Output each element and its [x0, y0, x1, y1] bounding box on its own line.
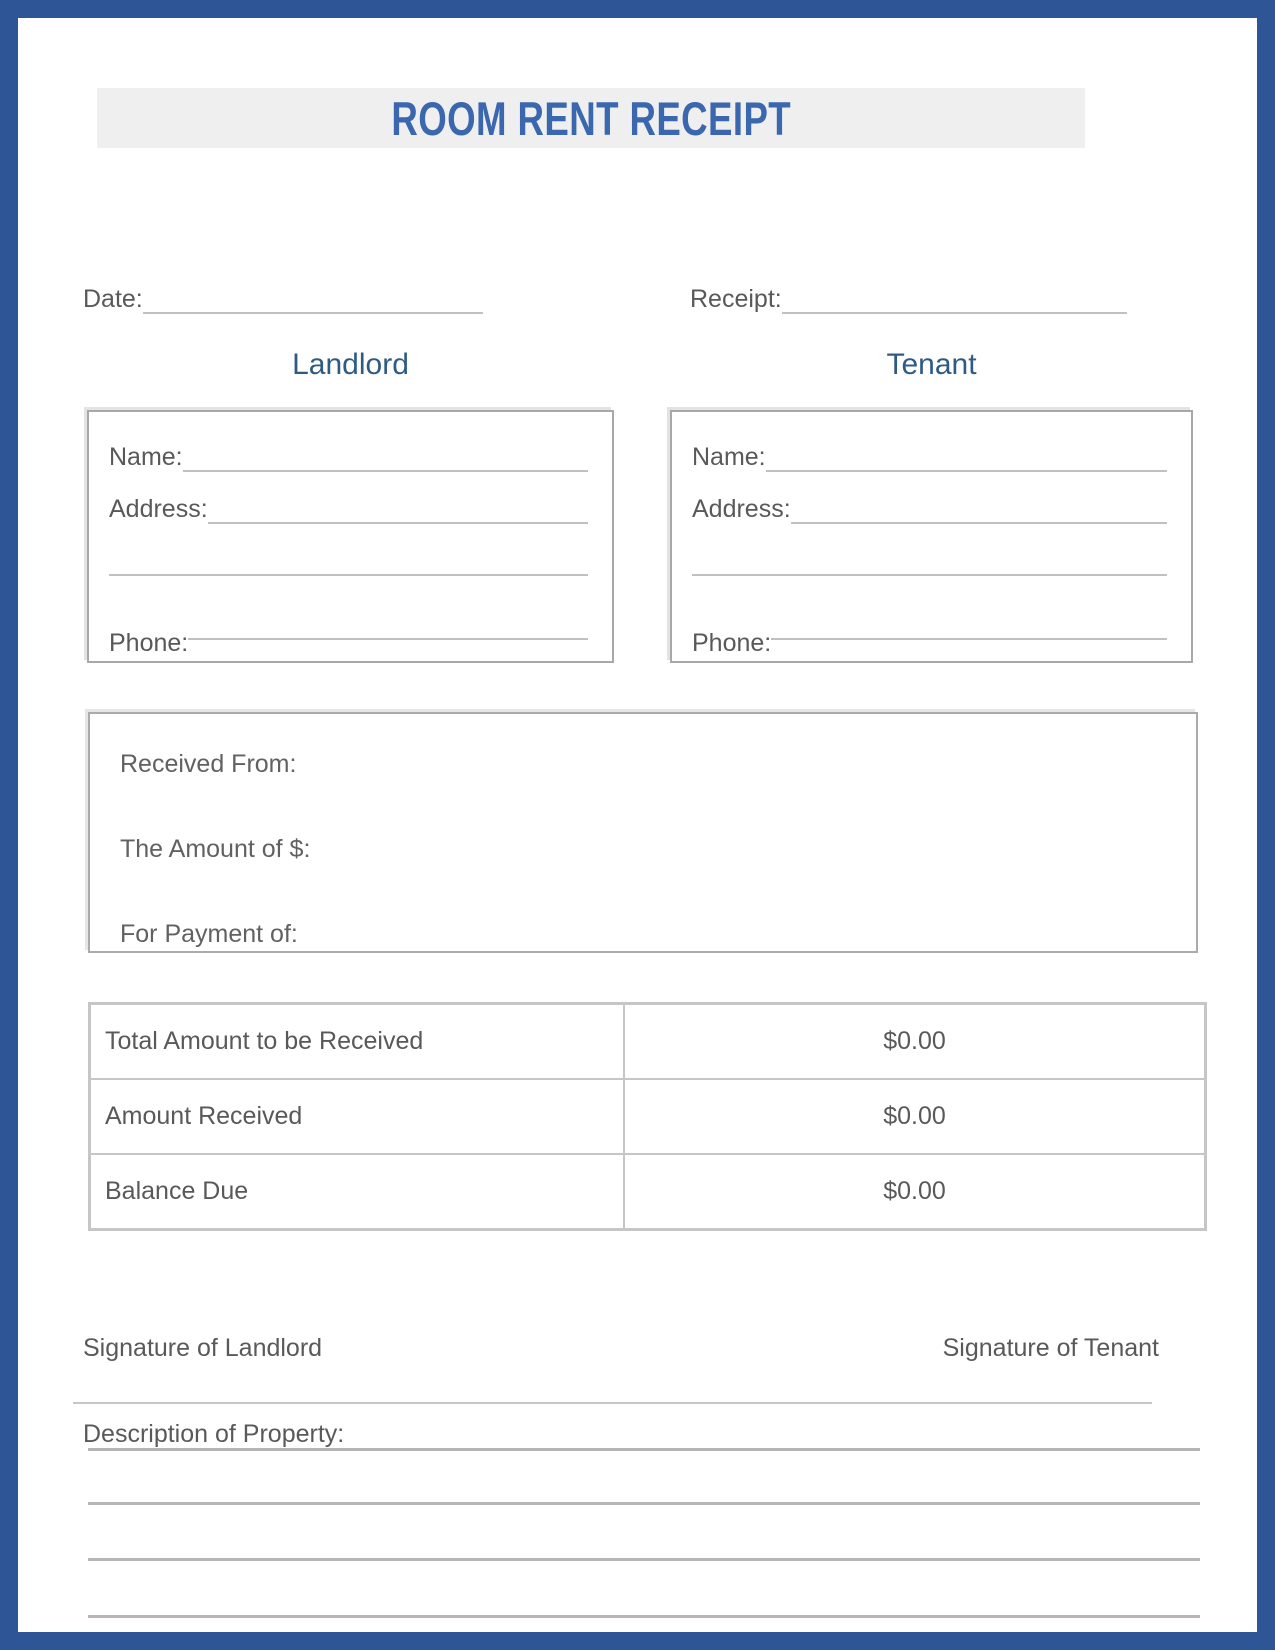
tenant-name-input-line[interactable] [766, 440, 1167, 472]
page-body [18, 18, 1257, 1632]
description-blank-line-3[interactable] [88, 1615, 1200, 1618]
landlord-phone-input-line[interactable] [188, 638, 588, 640]
description-blank-line-2[interactable] [88, 1558, 1200, 1561]
description-of-property-label: Description of Property: [83, 1420, 345, 1448]
landlord-name-label: Name: [109, 443, 183, 471]
date-field [83, 272, 483, 314]
receipt-number-input-line[interactable] [782, 270, 1127, 314]
signature-row [83, 1334, 1159, 1363]
tenant-box [670, 410, 1193, 663]
landlord-address-row-2 [109, 524, 588, 576]
tenant-phone-label: Phone: [692, 629, 772, 657]
description-blank-line-1[interactable] [88, 1502, 1200, 1505]
signature-of-landlord-label: Signature of Landlord [83, 1334, 323, 1362]
tenant-name-row [692, 420, 1167, 472]
signature-of-tenant-label: Signature of Tenant [942, 1334, 1159, 1362]
description-input-line[interactable] [88, 1448, 1200, 1451]
amounts-table [88, 1002, 1207, 1231]
landlord-heading: Landlord [292, 348, 409, 381]
receipt-field [690, 272, 1127, 314]
received-box [88, 712, 1198, 953]
tenant-heading: Tenant [886, 348, 977, 381]
payment-of-label: For Payment of: [120, 920, 298, 948]
landlord-address-input-line[interactable] [208, 492, 588, 524]
landlord-address-row [109, 472, 588, 524]
page-title: ROOM RENT RECEIPT [391, 91, 791, 145]
amounts-row-value-balance[interactable]: $0.00 [625, 1155, 1204, 1228]
tenant-address-row [692, 472, 1167, 524]
date-input-line[interactable] [143, 270, 483, 314]
amounts-row-label-received: Amount Received [91, 1080, 623, 1153]
amounts-row-label-balance: Balance Due [91, 1155, 623, 1228]
amounts-row-value-received[interactable]: $0.00 [625, 1080, 1204, 1153]
amount-of-label: The Amount of $: [120, 835, 311, 863]
landlord-address-label: Address: [109, 495, 208, 523]
amounts-row-label-total: Total Amount to be Received [91, 1005, 623, 1078]
receipt-number-label: Receipt: [690, 285, 782, 313]
landlord-phone-row [109, 610, 588, 658]
tenant-address-label: Address: [692, 495, 791, 523]
landlord-name-input-line[interactable] [183, 440, 588, 472]
landlord-box [87, 410, 614, 663]
tenant-phone-row [692, 610, 1167, 658]
tenant-address-input-line-2[interactable] [692, 544, 1167, 576]
tenant-address-input-line[interactable] [791, 492, 1167, 524]
amounts-row-value-total[interactable]: $0.00 [625, 1005, 1204, 1078]
landlord-address-input-line-2[interactable] [109, 544, 588, 576]
received-from-label: Received From: [120, 750, 297, 778]
landlord-name-row [109, 420, 588, 472]
signature-line[interactable] [73, 1402, 1152, 1404]
date-label: Date: [83, 285, 143, 313]
tenant-name-label: Name: [692, 443, 766, 471]
landlord-phone-label: Phone: [109, 629, 189, 657]
tenant-address-row-2 [692, 524, 1167, 576]
tenant-phone-input-line[interactable] [771, 638, 1167, 640]
title-bar [97, 88, 1085, 148]
